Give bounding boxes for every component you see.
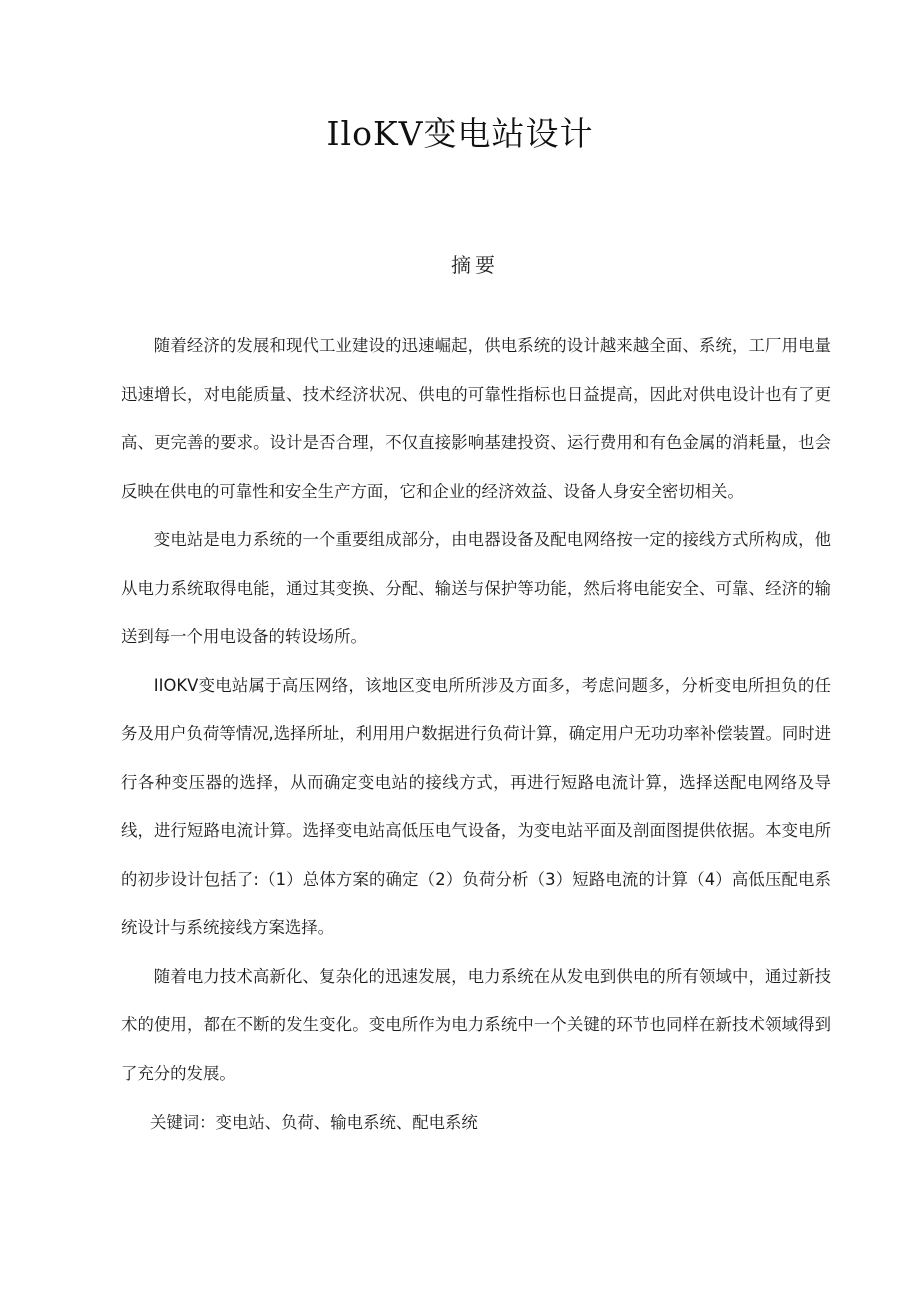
abstract-paragraph-2: 变电站是电力系统的一个重要组成部分，由电器设备及配电网络按一定的接线方式所构成，他从电力系统取得电能，通过其变换、分配、输送与保护等功能，然后将电能安全、可靠、经济的输送到每一个用电设备的转设场所。: [121, 530, 831, 646]
keywords-line: 关键词：变电站、负荷、输电系统、配电系统: [150, 1113, 478, 1132]
abstract-body: [121, 322, 831, 1098]
document-title: IloKV变电站设计: [326, 114, 594, 153]
abstract-heading: 摘要: [451, 253, 499, 277]
abstract-paragraph-3: IIOKV变电站属于高压网络，该地区变电所所涉及方面多，考虑问题多，分析变电所担负的任务及用户负荷等情况,选择所址，利用用户数据进行负荷计算，确定用户无功功率补偿装置。同时进行各种变压器的选择，从而确定变电站的接线方式，再进行短路电流计算，选择送配电网络及导线，进行短路电流计算。选择变电站高低压电气设备，为变电站平面及剖面图提供依据。本变电所的初步设计包括了:（1）总体方案的确定（2）负荷分析（3）短路电流的计算（4）高低压配电系统设计与系统接线方案选择。: [121, 675, 832, 937]
abstract-paragraph-4: 随着电力技术高新化、复杂化的迅速发展，电力系统在从发电到供电的所有领域中，通过新技术的使用，都在不断的发生变化。变电所作为电力系统中一个关键的环节也同样在新技术领域得到了充分的发展。: [121, 966, 831, 1083]
abstract-paragraph-1: 随着经济的发展和现代工业建设的迅速崛起，供电系统的设计越来越全面、系统，工厂用电量迅速增长，对电能质量、技术经济状况、供电的可靠性指标也日益提高，因此对供电设计也有了更高、更完善的要求。设计是否合理，不仅直接影响基建投资、运行费用和有色金属的消耗量，也会反映在供电的可靠性和安全生产方面，它和企业的经济效益、设备人身安全密切相关。: [121, 336, 831, 501]
